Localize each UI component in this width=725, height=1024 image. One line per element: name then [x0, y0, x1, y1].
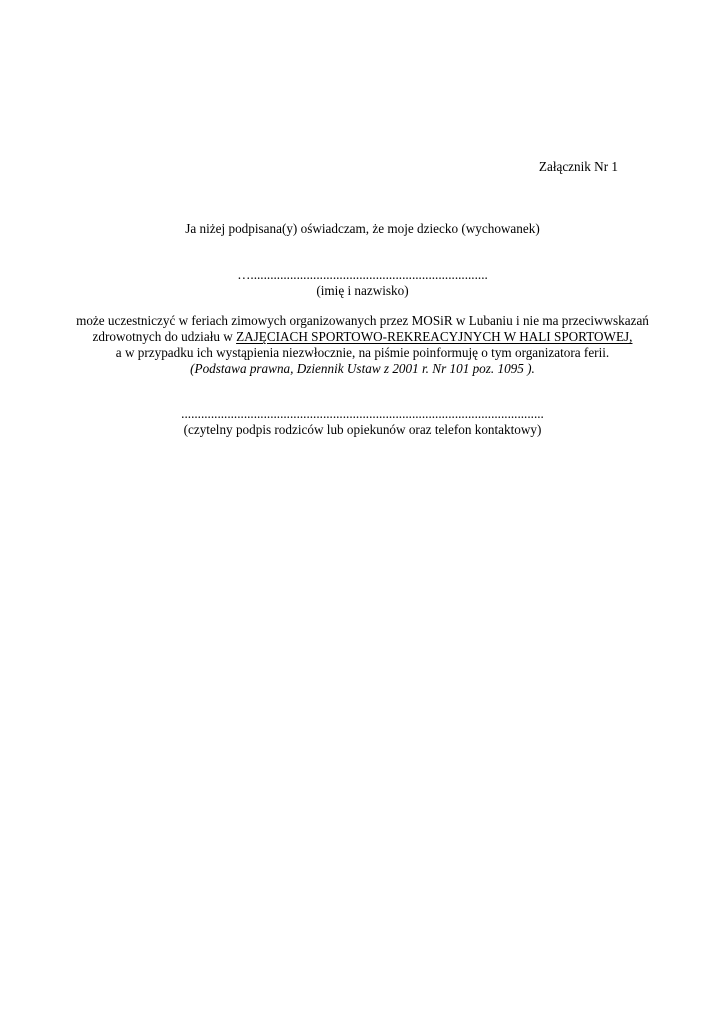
signature-caption: (czytelny podpis rodziców lub opiekunów oraz telefon kontaktowy) — [183, 422, 542, 437]
body-line-2-prefix: zdrowotnych do udziału w — [92, 329, 237, 344]
body-line-2 — [0, 329, 725, 345]
declaration-intro: Ja niżej podpisana(y) oświadczam, że moje dziecko (wychowanek) — [185, 221, 540, 236]
name-caption: (imię i nazwisko) — [316, 283, 409, 298]
activity-name: ZAJĘCIACH SPORTOWO-REKREACYJNYCH W HALI SPORTOWEJ, — [236, 329, 633, 344]
body-line-3: a w przypadku ich wystąpienia niezwłocznie, na piśmie poinformuję o tym organizatora ferii. — [115, 345, 610, 360]
body-line-1: może uczestniczyć w feriach zimowych organizowanych przez MOSiR w Lubaniu i nie ma przeciwwskazań — [76, 313, 649, 328]
annex-label: Załącznik Nr 1 — [538, 159, 618, 174]
name-dotted-line: …........................................................................ — [237, 267, 488, 282]
legal-basis: (Podstawa prawna, Dziennik Ustaw z 2001 r. Nr 101 poz. 1095 ). — [190, 361, 535, 376]
signature-dotted-line: .............................................................................................................. — [181, 406, 544, 421]
